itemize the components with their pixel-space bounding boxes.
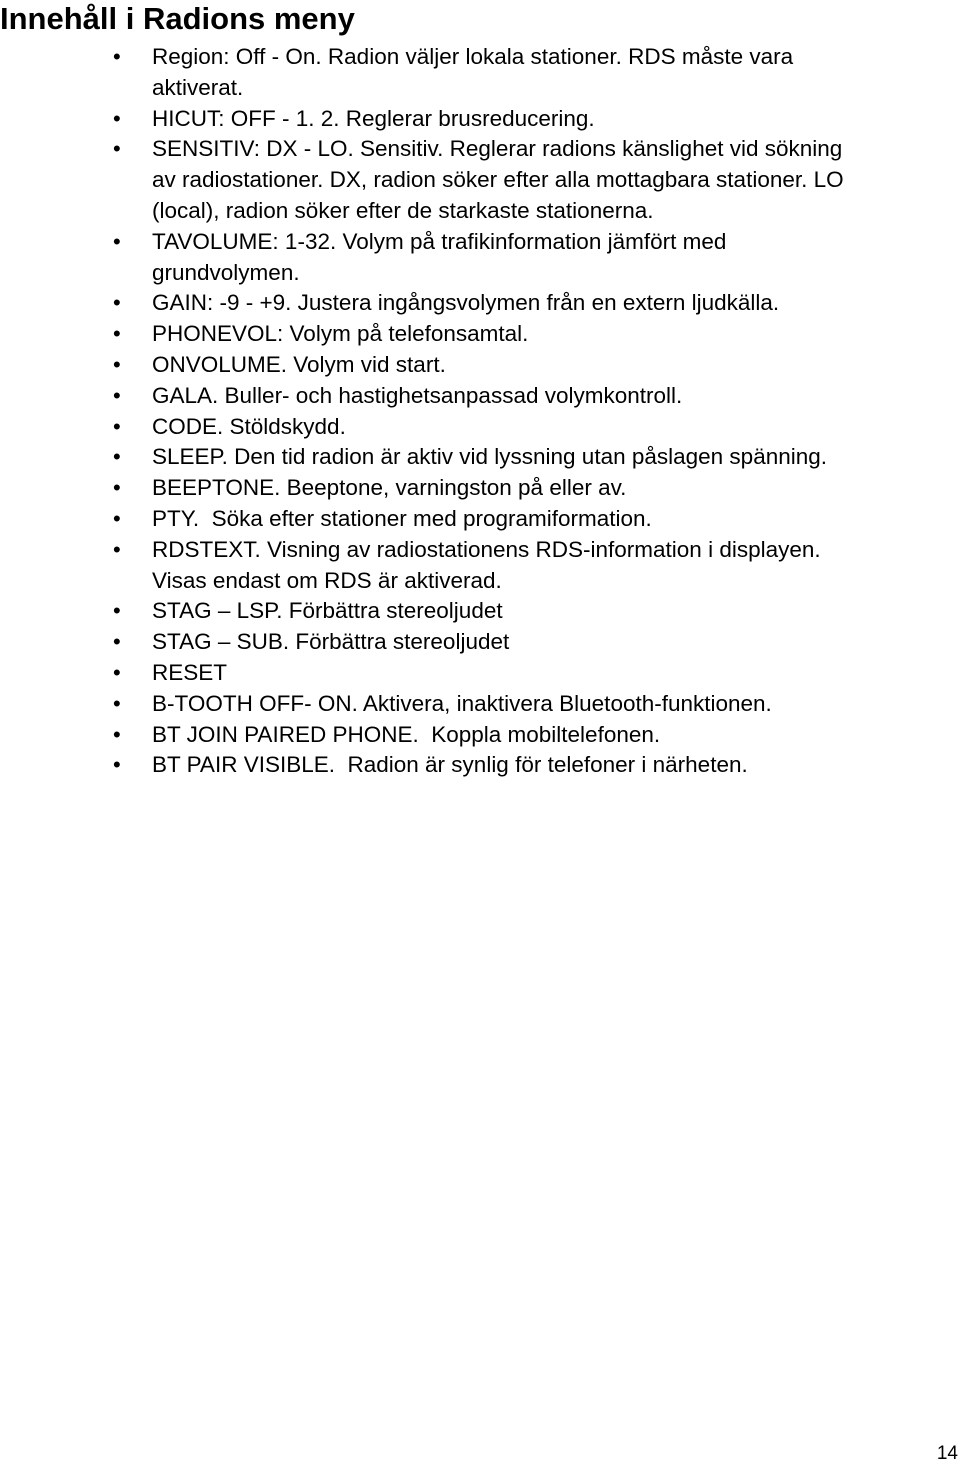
list-item-text-line: aktiverat. [152,74,244,100]
list-item-text-line: RDSTEXT. Visning av radiostationens RDS-information i displayen. [152,536,821,562]
bullet-icon: • [113,690,121,716]
list-item [0,412,950,443]
list-item-text-line: RESET [152,659,228,685]
bullet-icon: • [113,505,121,531]
bullet-icon: • [113,659,121,685]
page-number: 14 [936,1443,958,1464]
list-item-text-line: GALA. Buller- och hastighetsanpassad volymkontroll. [152,382,683,408]
list-item [0,381,950,412]
bullet-icon: • [113,752,121,778]
list-item-text-line: HICUT: OFF - 1. 2. Reglerar brusreducering. [152,105,595,131]
list-item-text-line: BT PAIR VISIBLE. Radion är synlig för telefoner i närheten. [152,752,748,778]
list-item [0,442,950,473]
list-item-text-line: BEEPTONE. Beeptone, varningston på eller av. [152,475,627,501]
list-item-text-line: STAG – LSP. Förbättra stereoljudet [152,598,503,624]
list-item-text-line: BT JOIN PAIRED PHONE. Koppla mobiltelefonen. [152,721,661,747]
list-item-text-line: (local), radion söker efter de starkaste stationerna. [152,197,654,223]
bullet-icon: • [113,382,121,408]
list-item-text-line: Visas endast om RDS är aktiverad. [152,567,502,593]
list-item [0,288,950,319]
radio-menu-list [0,42,950,781]
list-item [0,720,950,751]
list-item-text-line: GAIN: -9 - +9. Justera ingångsvolymen från en extern ljudkälla. [152,290,780,316]
list-item-text-line: TAVOLUME: 1-32. Volym på trafikinformation jämfört med [152,228,727,254]
list-item [0,535,950,597]
list-item [0,627,950,658]
bullet-icon: • [113,290,121,316]
list-item-text-line: STAG – SUB. Förbättra stereoljudet [152,629,510,655]
page-title: Innehåll i Radions meny [0,1,355,36]
bullet-icon: • [113,44,121,69]
list-item-text-line: Region: Off - On. Radion väljer lokala stationer. RDS måste vara [152,44,794,69]
list-item-text-line: grundvolymen. [152,259,300,285]
list-item [0,689,950,720]
list-item [0,319,950,350]
bullet-icon: • [113,351,121,377]
bullet-icon: • [113,444,121,470]
bullet-icon: • [113,105,121,131]
list-item [0,596,950,627]
bullet-icon: • [113,536,121,562]
list-item-text-line: av radiostationer. DX, radion söker efter alla mottagbara stationer. LO [152,167,844,193]
bullet-icon: • [113,629,121,655]
bullet-icon: • [113,136,121,162]
list-item-text-line: PHONEVOL: Volym på telefonsamtal. [152,321,529,347]
bullet-icon: • [113,721,121,747]
list-item [0,750,950,781]
bullet-icon: • [113,228,121,254]
list-item-text-line: B-TOOTH OFF- ON. Aktivera, inaktivera Bluetooth-funktionen. [152,690,772,716]
list-item-text-line: SENSITIV: DX - LO. Sensitiv. Reglerar radions känslighet vid sökning [152,136,843,162]
list-item [0,658,950,689]
list-item [0,473,950,504]
list-item-text-line: SLEEP. Den tid radion är aktiv vid lyssning utan påslagen spänning. [152,444,828,470]
list-item-text-line: PTY. Söka efter stationer med programiformation. [152,505,652,531]
list-item-text-line: ONVOLUME. Volym vid start. [152,351,446,377]
list-item-text-line: CODE. Stöldskydd. [152,413,346,439]
bullet-icon: • [113,321,121,347]
list-item [0,42,950,104]
list-item [0,104,950,135]
list-item [0,350,950,381]
bullet-icon: • [113,598,121,624]
list-item [0,504,950,535]
bullet-icon: • [113,413,121,439]
bullet-icon: • [113,475,121,501]
list-item [0,134,950,226]
list-item [0,227,950,289]
